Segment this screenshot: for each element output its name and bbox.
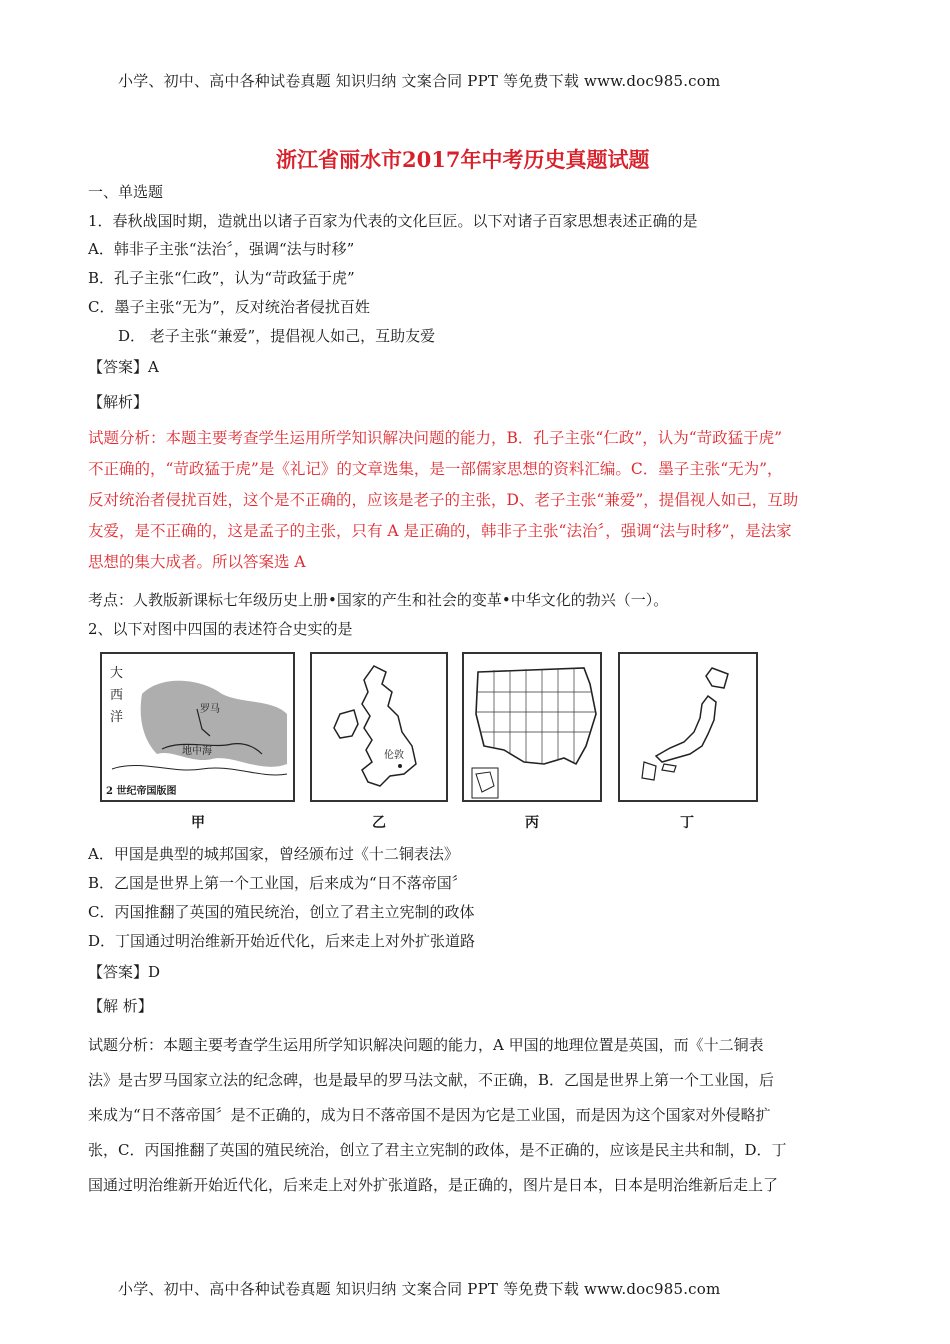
question-2-option-b: B．乙国是世界上第一个工业国，后来成为“日不落帝国〞 xyxy=(88,874,467,892)
question-1-analysis-line: 不正确的，“苛政猛于虎”是《礼记》的文章选集，是一部儒家思想的资料汇编。C．墨子主张“无为”， xyxy=(88,460,783,478)
question-2-option-c: C．丙国推翻了英国的殖民统治，创立了君主立宪制的政体 xyxy=(88,903,475,921)
question-1-analysis-line: 试题分析：本题主要考查学生运用所学知识解决问题的能力，B．孔子主张“仁政”，认为“苛政猛于虎” xyxy=(88,429,783,447)
map-caption: 丁 xyxy=(680,815,694,831)
question-1-analysis-label: 【解析】 xyxy=(88,393,149,411)
question-2-analysis-line: 张，C．丙国推翻了英国的殖民统治，创立了君主立宪制的政体，是不正确的，应该是民主共和制，D．丁 xyxy=(88,1141,787,1159)
map-label: 大 xyxy=(110,666,124,681)
question-1-option-a: A．韩非子主张“法治〞，强调“法与时移” xyxy=(88,240,355,258)
map-label: 罗马 xyxy=(200,704,220,715)
map-roman-empire xyxy=(100,652,295,802)
question-1-answer: 【答案】A xyxy=(88,358,159,376)
question-2-stem: 2、以下对图中四国的表述符合史实的是 xyxy=(88,620,353,638)
britain-map-icon xyxy=(312,654,448,802)
question-2-analysis-line: 试题分析：本题主要考查学生运用所学知识解决问题的能力，A 甲国的地理位置是英国，而《十二铜表 xyxy=(88,1036,764,1054)
page-title: 浙江省丽水市2017年中考历史真题试题 xyxy=(276,147,650,172)
map-britain xyxy=(310,652,448,802)
question-1-option-b: B．孔子主张“仁政”，认为“苛政猛于虎” xyxy=(88,269,355,287)
question-2-analysis-line: 国通过明治维新开始近代化，后来走上对外扩张道路，是正确的，图片是日本，日本是明治维新后走上了 xyxy=(88,1176,779,1194)
question-2-answer: 【答案】D xyxy=(88,963,161,981)
question-1-analysis-line: 反对统治者侵扰百姓，这个是不正确的，应该是老子的主张，D、老子主张“兼爱”，提倡视人如己，互助 xyxy=(88,491,799,509)
map-caption: 甲 xyxy=(191,815,205,831)
question-2-analysis-line: 法》是古罗马国家立法的纪念碑，也是最早的罗马法文献，不正确，B．乙国是世界上第一个工业国，后 xyxy=(88,1071,775,1089)
map-caption: 乙 xyxy=(372,815,386,831)
question-1-option-d: D． 老子主张“兼爱”，提倡视人如己，互助友爱 xyxy=(118,327,436,345)
page-header: 小学、初中、高中各种试卷真题 知识归纳 文案合同 PPT 等免费下载 www.doc985.com xyxy=(118,72,721,90)
question-2-analysis-label: 【解 析】 xyxy=(88,997,153,1015)
question-1-option-c: C．墨子主张“无为”，反对统治者侵扰百姓 xyxy=(88,298,370,316)
section-heading: 一、单选题 xyxy=(88,183,164,201)
roman-empire-map-icon xyxy=(102,654,295,802)
question-1-analysis-line: 友爱，是不正确的，这是孟子的主张，只有 A 是正确的，韩非子主张“法治〞，强调“法与时移”，是法家 xyxy=(88,522,792,540)
map-label: 2 世纪帝国版图 xyxy=(106,786,177,797)
map-label: 西 xyxy=(110,688,124,703)
page-footer: 小学、初中、高中各种试卷真题 知识归纳 文案合同 PPT 等免费下载 www.doc985.com xyxy=(118,1280,721,1298)
question-1-analysis-line: 思想的集大成者。所以答案选 A xyxy=(88,553,306,571)
japan-map-icon xyxy=(620,654,758,802)
map-caption: 丙 xyxy=(525,815,539,831)
question-1-stem: 1．春秋战国时期，造就出以诸子百家为代表的文化巨匠。以下对诸子百家思想表述正确的是 xyxy=(88,212,698,230)
question-2-option-d: D．丁国通过明治维新开始近代化，后来走上对外扩张道路 xyxy=(88,932,476,950)
question-2-analysis-line: 来成为“日不落帝国〞是不正确的，成为日不落帝国不是因为它是工业国，而是因为这个国家对外侵略扩 xyxy=(88,1106,771,1124)
usa-map-icon xyxy=(464,654,602,802)
question-2-option-a: A．甲国是典型的城邦国家，曾经颁布过《十二铜表法》 xyxy=(88,845,459,863)
question-1-kaodian: 考点：人教版新课标七年级历史上册•国家的产生和社会的变革•中华文化的勃兴（一）。 xyxy=(88,591,669,609)
map-label: 地中海 xyxy=(182,746,212,757)
map-japan xyxy=(618,652,758,802)
map-usa xyxy=(462,652,602,802)
map-label: 洋 xyxy=(110,710,124,725)
map-label: 伦敦 xyxy=(384,750,404,761)
